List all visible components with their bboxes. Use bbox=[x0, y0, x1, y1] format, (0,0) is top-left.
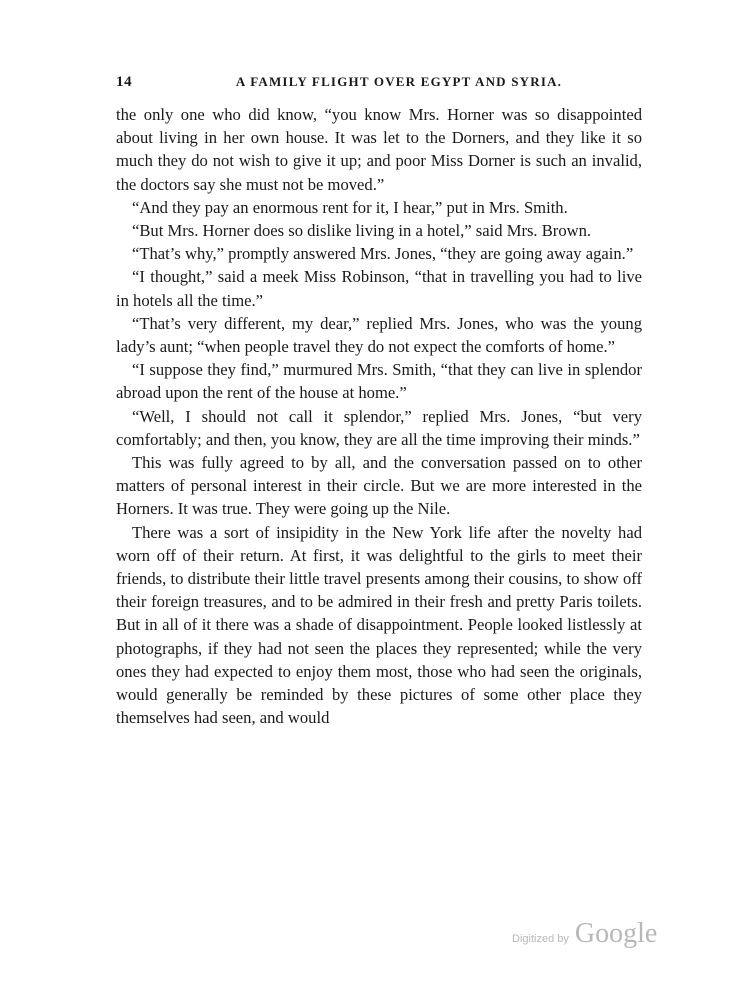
paragraph: This was fully agreed to by all, and the conversation passed on to other matters of personal interest in their circle. But we are more interested in the Horners. It was true. They were going up the Nile. bbox=[116, 453, 642, 519]
paragraph: “But Mrs. Horner does so dislike living in a hotel,” said Mrs. Brown. bbox=[132, 221, 592, 241]
page-number: 14 bbox=[116, 74, 133, 90]
watermark-prefix: Digitized by bbox=[512, 933, 569, 945]
paragraph: “I thought,” said a meek Miss Robinson, “that in travelling you had to live in hotels all the time.” bbox=[116, 267, 642, 310]
digitized-by-watermark bbox=[512, 918, 672, 958]
paragraph: There was a sort of insipidity in the New York life after the novelty had worn off of their return. At first, it was delightful to the girls to meet their friends, to distribute their little travel presents among their cousins, to show off their foreign treasures, and to be admired in their fresh and pretty Paris toilets. But in all of it there was a shade of disappointment. People looked listlessly at photographs, if they had not seen the places they represented; while the very ones they had expected to enjoy them most, those who had seen the originals, would generally be reminded by these pictures of some other place they themselves had seen, and would bbox=[116, 522, 642, 728]
paragraph: “I suppose they find,” murmured Mrs. Smith, “that they can live in splendor abroad upon the rent of the house at home.” bbox=[116, 360, 642, 403]
paragraph: the only one who did know, “you know Mrs. Horner was so disappointed about living in her own house. It was let to the Dorners, and they like it so much they do not wish to give it up; and poor Miss Dorner is such an invalid, the doctors say she must not be moved.” bbox=[116, 105, 642, 194]
paragraph: “That’s very different, my dear,” replied Mrs. Jones, who was the young lady’s aunt; “when people travel they do not expect the comforts of home.” bbox=[116, 313, 642, 357]
paragraph: “And they pay an enormous rent for it, I hear,” put in Mrs. Smith. bbox=[132, 197, 568, 217]
body-text bbox=[116, 103, 642, 729]
page-header bbox=[116, 74, 642, 96]
running-head: A FAMILY FLIGHT OVER EGYPT AND SYRIA. bbox=[235, 74, 563, 89]
paragraph: “Well, I should not call it splendor,” replied Mrs. Jones, “but very comfortably; and then, you know, they are all the time improving their minds.” bbox=[116, 406, 642, 449]
paragraph: “That’s why,” promptly answered Mrs. Jones, “they are going away again.” bbox=[132, 244, 634, 264]
watermark-brand: Google bbox=[574, 918, 658, 949]
